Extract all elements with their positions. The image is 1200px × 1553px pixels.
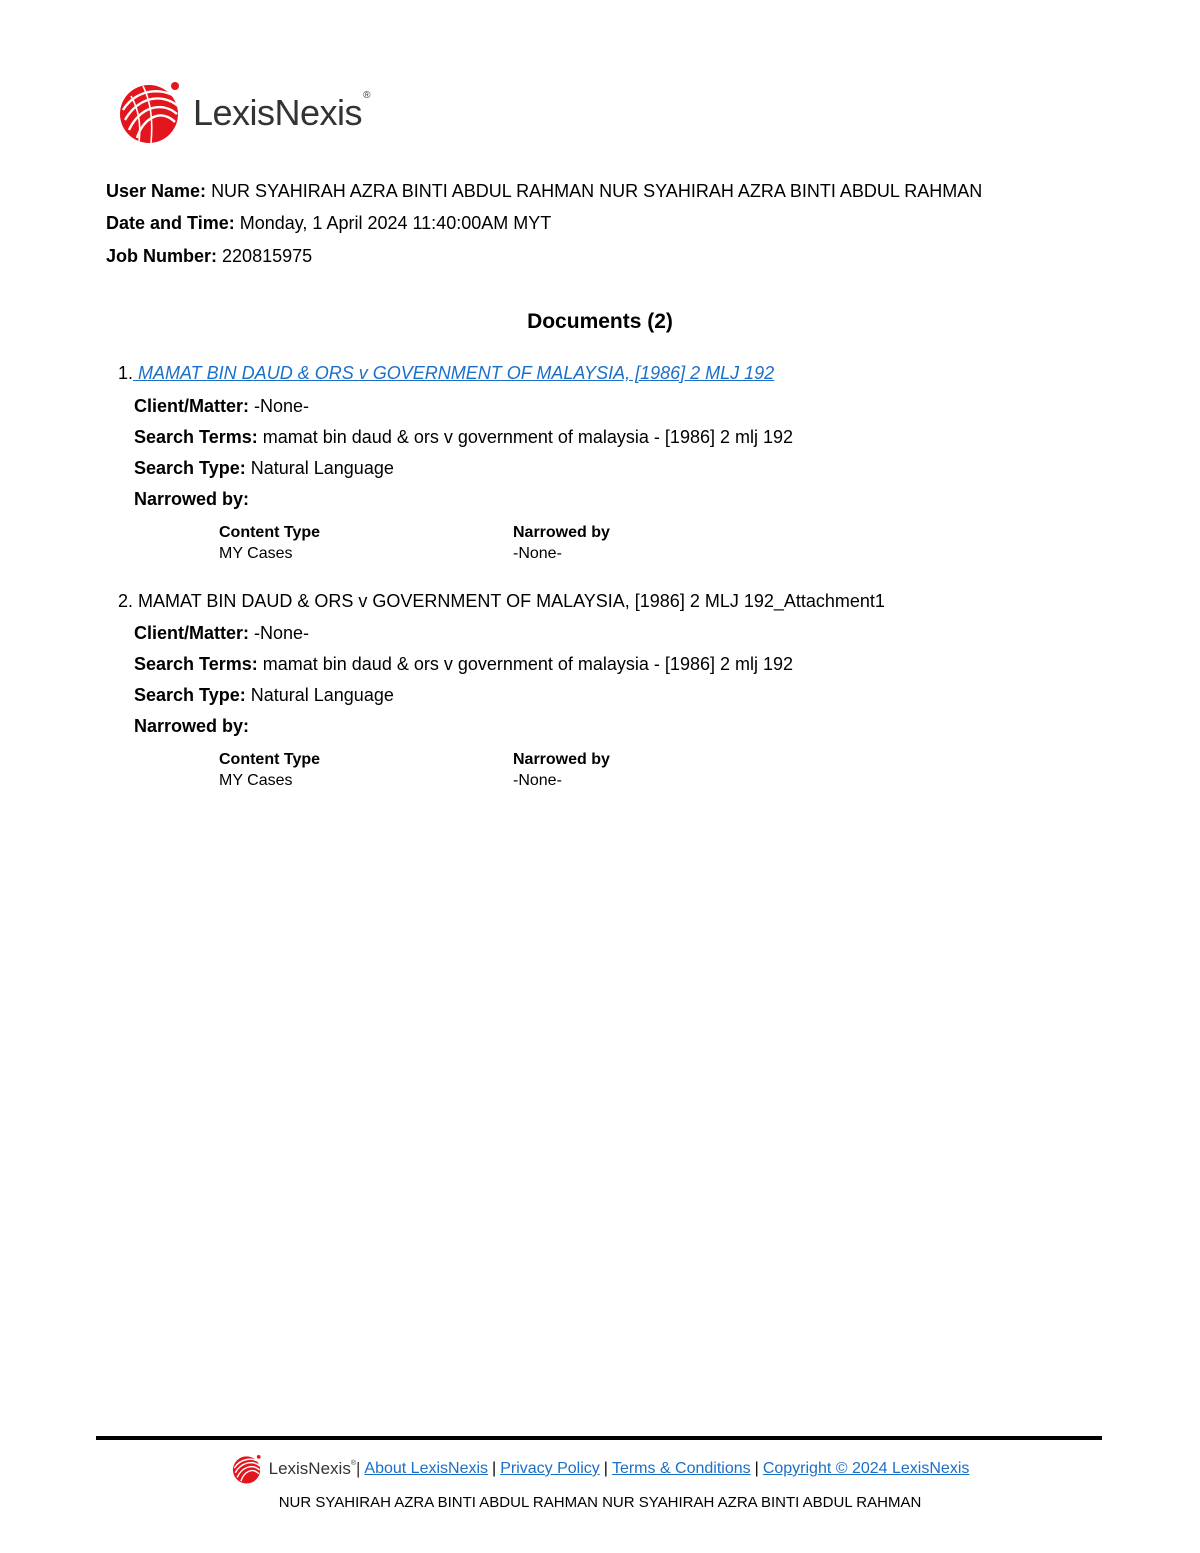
search-terms-value: mamat bin daud & ors v government of malaysia - [1986] 2 mlj 192 [262, 654, 794, 674]
lexisnexis-globe-icon [231, 1454, 263, 1484]
narrowed-header: Narrowed by [513, 524, 610, 541]
date-time-line [106, 212, 551, 234]
content-type-value: MY Cases [219, 772, 293, 789]
about-link[interactable]: About LexisNexis [364, 1460, 489, 1477]
logo-wordmark: LexisNexis® [193, 90, 370, 133]
job-number-line [106, 245, 312, 267]
document-1-narrowed-column [513, 522, 610, 564]
client-matter-value: -None- [254, 396, 310, 416]
narrowed-value: -None- [513, 772, 562, 789]
lexisnexis-logo [117, 80, 370, 144]
content-type-header: Content Type [219, 524, 321, 541]
search-type-value: Natural Language [250, 685, 394, 705]
job-number-value: 220815975 [222, 246, 313, 266]
document-1-link[interactable]: MAMAT BIN DAUD & ORS v GOVERNMENT OF MALAYSIA, [1986] 2 MLJ 192 [133, 363, 775, 383]
document-1-search-type [134, 457, 394, 479]
document-1-narrowed-by [134, 488, 249, 510]
lexisnexis-globe-icon [117, 80, 183, 144]
client-matter-value: -None- [254, 623, 310, 643]
content-type-header: Content Type [219, 751, 321, 768]
client-matter-label: Client/Matter: [134, 623, 250, 643]
document-2-search-terms [134, 653, 793, 675]
separator: | [603, 1460, 608, 1477]
document-2-title-line [118, 590, 885, 612]
document-2-narrowed-by [134, 715, 249, 737]
search-terms-value: mamat bin daud & ors v government of malaysia - [1986] 2 mlj 192 [262, 427, 794, 447]
narrowed-value: -None- [513, 545, 562, 562]
document-1-search-terms [134, 426, 793, 448]
separator: | [492, 1460, 497, 1477]
terms-link[interactable]: Terms & Conditions [611, 1460, 751, 1477]
footer-links [0, 1454, 1200, 1484]
documents-heading: Documents (2) [527, 310, 673, 333]
document-2-content-type-column [219, 749, 320, 791]
search-type-label: Search Type: [134, 685, 246, 705]
narrowed-by-label: Narrowed by: [134, 716, 250, 736]
user-name-line [106, 180, 982, 202]
client-matter-label: Client/Matter: [134, 396, 250, 416]
footer-divider [96, 1436, 1102, 1440]
job-number-label: Job Number: [106, 246, 218, 266]
footer-user-name: NUR SYAHIRAH AZRA BINTI ABDUL RAHMAN NUR SYAHIRAH AZRA BINTI ABDUL RAHMAN [278, 1494, 922, 1511]
document-2-number: 2. [118, 591, 134, 611]
narrowed-by-label: Narrowed by: [134, 489, 250, 509]
document-1-client-matter [134, 395, 309, 417]
date-time-value: Monday, 1 April 2024 11:40:00AM MYT [239, 213, 552, 233]
search-terms-label: Search Terms: [134, 654, 258, 674]
document-1-title-line [118, 362, 774, 384]
search-type-value: Natural Language [250, 458, 394, 478]
date-time-label: Date and Time: [106, 213, 235, 233]
document-2-narrowed-column [513, 749, 610, 791]
document-1-content-type-column [219, 522, 320, 564]
separator: | [754, 1460, 759, 1477]
document-2-client-matter [134, 622, 309, 644]
document-1-number: 1. [118, 363, 134, 383]
document-2-search-type [134, 684, 394, 706]
document-2-title: MAMAT BIN DAUD & ORS v GOVERNMENT OF MALAYSIA, [1986] 2 MLJ 192_Attachment1 [138, 591, 885, 611]
narrowed-header: Narrowed by [513, 751, 610, 768]
privacy-link[interactable]: Privacy Policy [500, 1460, 600, 1477]
content-type-value: MY Cases [219, 545, 293, 562]
user-name-label: User Name: [106, 181, 207, 201]
copyright-link[interactable]: Copyright © 2024 LexisNexis [762, 1460, 970, 1477]
search-type-label: Search Type: [134, 458, 246, 478]
search-terms-label: Search Terms: [134, 427, 258, 447]
footer-brand: LexisNexis®| [268, 1459, 361, 1478]
user-name-value: NUR SYAHIRAH AZRA BINTI ABDUL RAHMAN NUR SYAHIRAH AZRA BINTI ABDUL RAHMAN [211, 181, 983, 201]
